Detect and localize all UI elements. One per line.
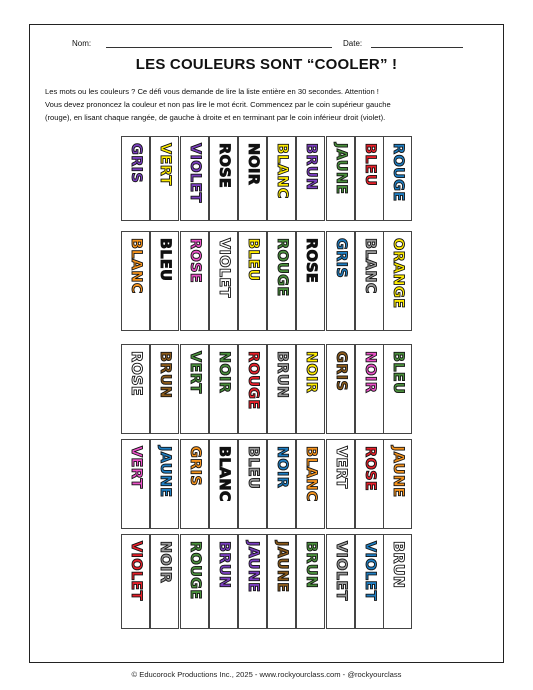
color-word: NOIR bbox=[156, 541, 173, 584]
color-word: JAUNE bbox=[244, 541, 261, 593]
word-cell bbox=[326, 231, 355, 331]
color-word: ROUGE bbox=[244, 351, 261, 410]
word-cell bbox=[180, 439, 209, 529]
color-word: GRIS bbox=[127, 143, 144, 184]
color-word: JAUNE bbox=[332, 143, 349, 195]
word-cell bbox=[209, 534, 238, 629]
word-cell bbox=[296, 136, 325, 221]
color-word: VERT bbox=[156, 143, 173, 186]
word-cell bbox=[355, 439, 384, 529]
color-word: BLANC bbox=[361, 238, 378, 294]
word-cell bbox=[267, 534, 296, 629]
color-word: NOIR bbox=[244, 143, 261, 186]
word-cell bbox=[238, 534, 267, 629]
word-cell bbox=[121, 231, 150, 331]
color-word: BRUN bbox=[389, 541, 406, 589]
word-cell bbox=[267, 439, 296, 529]
instruction-line: Les mots ou les couleurs ? Ce défi vous demande de lire la liste entière en 30 secondes. Attention ! bbox=[45, 87, 379, 96]
color-word: VIOLET bbox=[127, 541, 144, 601]
color-word: ROSE bbox=[361, 446, 378, 492]
word-cell bbox=[383, 534, 412, 629]
date-field-line[interactable] bbox=[371, 47, 463, 48]
word-cell bbox=[150, 534, 179, 629]
color-word: NOIR bbox=[361, 351, 378, 394]
word-cell bbox=[121, 344, 150, 434]
color-word: ROUGE bbox=[273, 238, 290, 297]
grid-row bbox=[121, 136, 411, 221]
color-word: VIOLET bbox=[361, 541, 378, 601]
word-cell bbox=[326, 344, 355, 434]
word-cell bbox=[209, 439, 238, 529]
color-word-grid bbox=[121, 136, 411, 657]
date-label: Date: bbox=[343, 39, 363, 48]
word-cell bbox=[296, 231, 325, 331]
word-cell bbox=[150, 136, 179, 221]
color-word: BRUN bbox=[215, 541, 232, 589]
color-word: ROSE bbox=[215, 143, 232, 189]
color-word: BRUN bbox=[302, 541, 319, 589]
word-cell bbox=[209, 344, 238, 434]
color-word: ROSE bbox=[127, 351, 144, 397]
page-title: LES COULEURS SONT “COOLER” ! bbox=[135, 56, 398, 73]
word-cell bbox=[267, 344, 296, 434]
word-cell bbox=[355, 136, 384, 221]
color-word: NOIR bbox=[273, 446, 290, 489]
color-word: BLEU bbox=[244, 238, 261, 282]
color-word: ROSE bbox=[302, 238, 319, 284]
word-cell bbox=[150, 344, 179, 434]
color-word: VIOLET bbox=[215, 238, 232, 298]
word-cell bbox=[326, 439, 355, 529]
color-word: NOIR bbox=[302, 351, 319, 394]
color-word: JAUNE bbox=[273, 541, 290, 593]
word-cell bbox=[180, 136, 209, 221]
word-cell bbox=[326, 534, 355, 629]
word-cell bbox=[180, 231, 209, 331]
color-word: VIOLET bbox=[186, 143, 203, 203]
word-cell bbox=[355, 534, 384, 629]
color-word: BRUN bbox=[273, 351, 290, 399]
word-cell bbox=[383, 344, 412, 434]
word-cell bbox=[383, 231, 412, 331]
word-cell bbox=[296, 344, 325, 434]
color-word: BLANC bbox=[127, 238, 144, 294]
color-word: ROSE bbox=[186, 238, 203, 284]
name-field-line[interactable] bbox=[106, 47, 332, 48]
color-word: VERT bbox=[127, 446, 144, 489]
word-cell bbox=[150, 231, 179, 331]
word-cell bbox=[180, 534, 209, 629]
color-word: BLANC bbox=[302, 446, 319, 502]
word-cell bbox=[238, 136, 267, 221]
color-word: GRIS bbox=[186, 446, 203, 487]
color-word: BLEU bbox=[244, 446, 261, 490]
color-word: VIOLET bbox=[332, 541, 349, 601]
color-word: NOIR bbox=[215, 351, 232, 394]
color-word: BRUN bbox=[302, 143, 319, 191]
color-word: BLANC bbox=[273, 143, 290, 199]
word-cell bbox=[355, 344, 384, 434]
grid-row bbox=[121, 534, 411, 629]
instruction-line: (rouge), en lisant chaque rangée, de gauche à droite et en terminant par le coin inférieur droit (violet). bbox=[45, 113, 386, 122]
word-cell bbox=[180, 344, 209, 434]
footer-credit: © Educorock Productions Inc., 2025 - www.rockyourclass.com - @rockyourclass bbox=[131, 670, 402, 679]
color-word: JAUNE bbox=[389, 446, 406, 498]
word-cell bbox=[150, 439, 179, 529]
word-cell bbox=[238, 344, 267, 434]
word-cell bbox=[238, 439, 267, 529]
word-cell bbox=[238, 231, 267, 331]
color-word: BLEU bbox=[361, 143, 378, 187]
word-cell bbox=[267, 231, 296, 331]
word-cell bbox=[326, 136, 355, 221]
word-cell bbox=[209, 136, 238, 221]
word-cell bbox=[383, 439, 412, 529]
color-word: GRIS bbox=[332, 238, 349, 279]
color-word: VERT bbox=[186, 351, 203, 394]
word-cell bbox=[121, 136, 150, 221]
name-label: Nom: bbox=[72, 39, 92, 48]
instruction-line: Vous devez prononcez la couleur et non pas lire le mot écrit. Commencez par le coin supérieur gauche bbox=[45, 100, 391, 109]
color-word: ORANGE bbox=[389, 238, 406, 309]
color-word: BRUN bbox=[156, 351, 173, 399]
grid-row bbox=[121, 231, 411, 331]
word-cell bbox=[267, 136, 296, 221]
word-cell bbox=[383, 136, 412, 221]
color-word: ROUGE bbox=[186, 541, 203, 600]
grid-row bbox=[121, 344, 411, 434]
instructions bbox=[45, 85, 495, 124]
word-cell bbox=[209, 231, 238, 331]
color-word: GRIS bbox=[332, 351, 349, 392]
word-cell bbox=[121, 439, 150, 529]
word-cell bbox=[355, 231, 384, 331]
color-word: BLANC bbox=[215, 446, 232, 502]
color-word: BLEU bbox=[156, 238, 173, 282]
word-cell bbox=[296, 534, 325, 629]
color-word: VERT bbox=[332, 446, 349, 489]
color-word: JAUNE bbox=[156, 446, 173, 498]
grid-row bbox=[121, 439, 411, 529]
color-word: ROUGE bbox=[389, 143, 406, 202]
color-word: BLEU bbox=[389, 351, 406, 395]
word-cell bbox=[121, 534, 150, 629]
word-cell bbox=[296, 439, 325, 529]
